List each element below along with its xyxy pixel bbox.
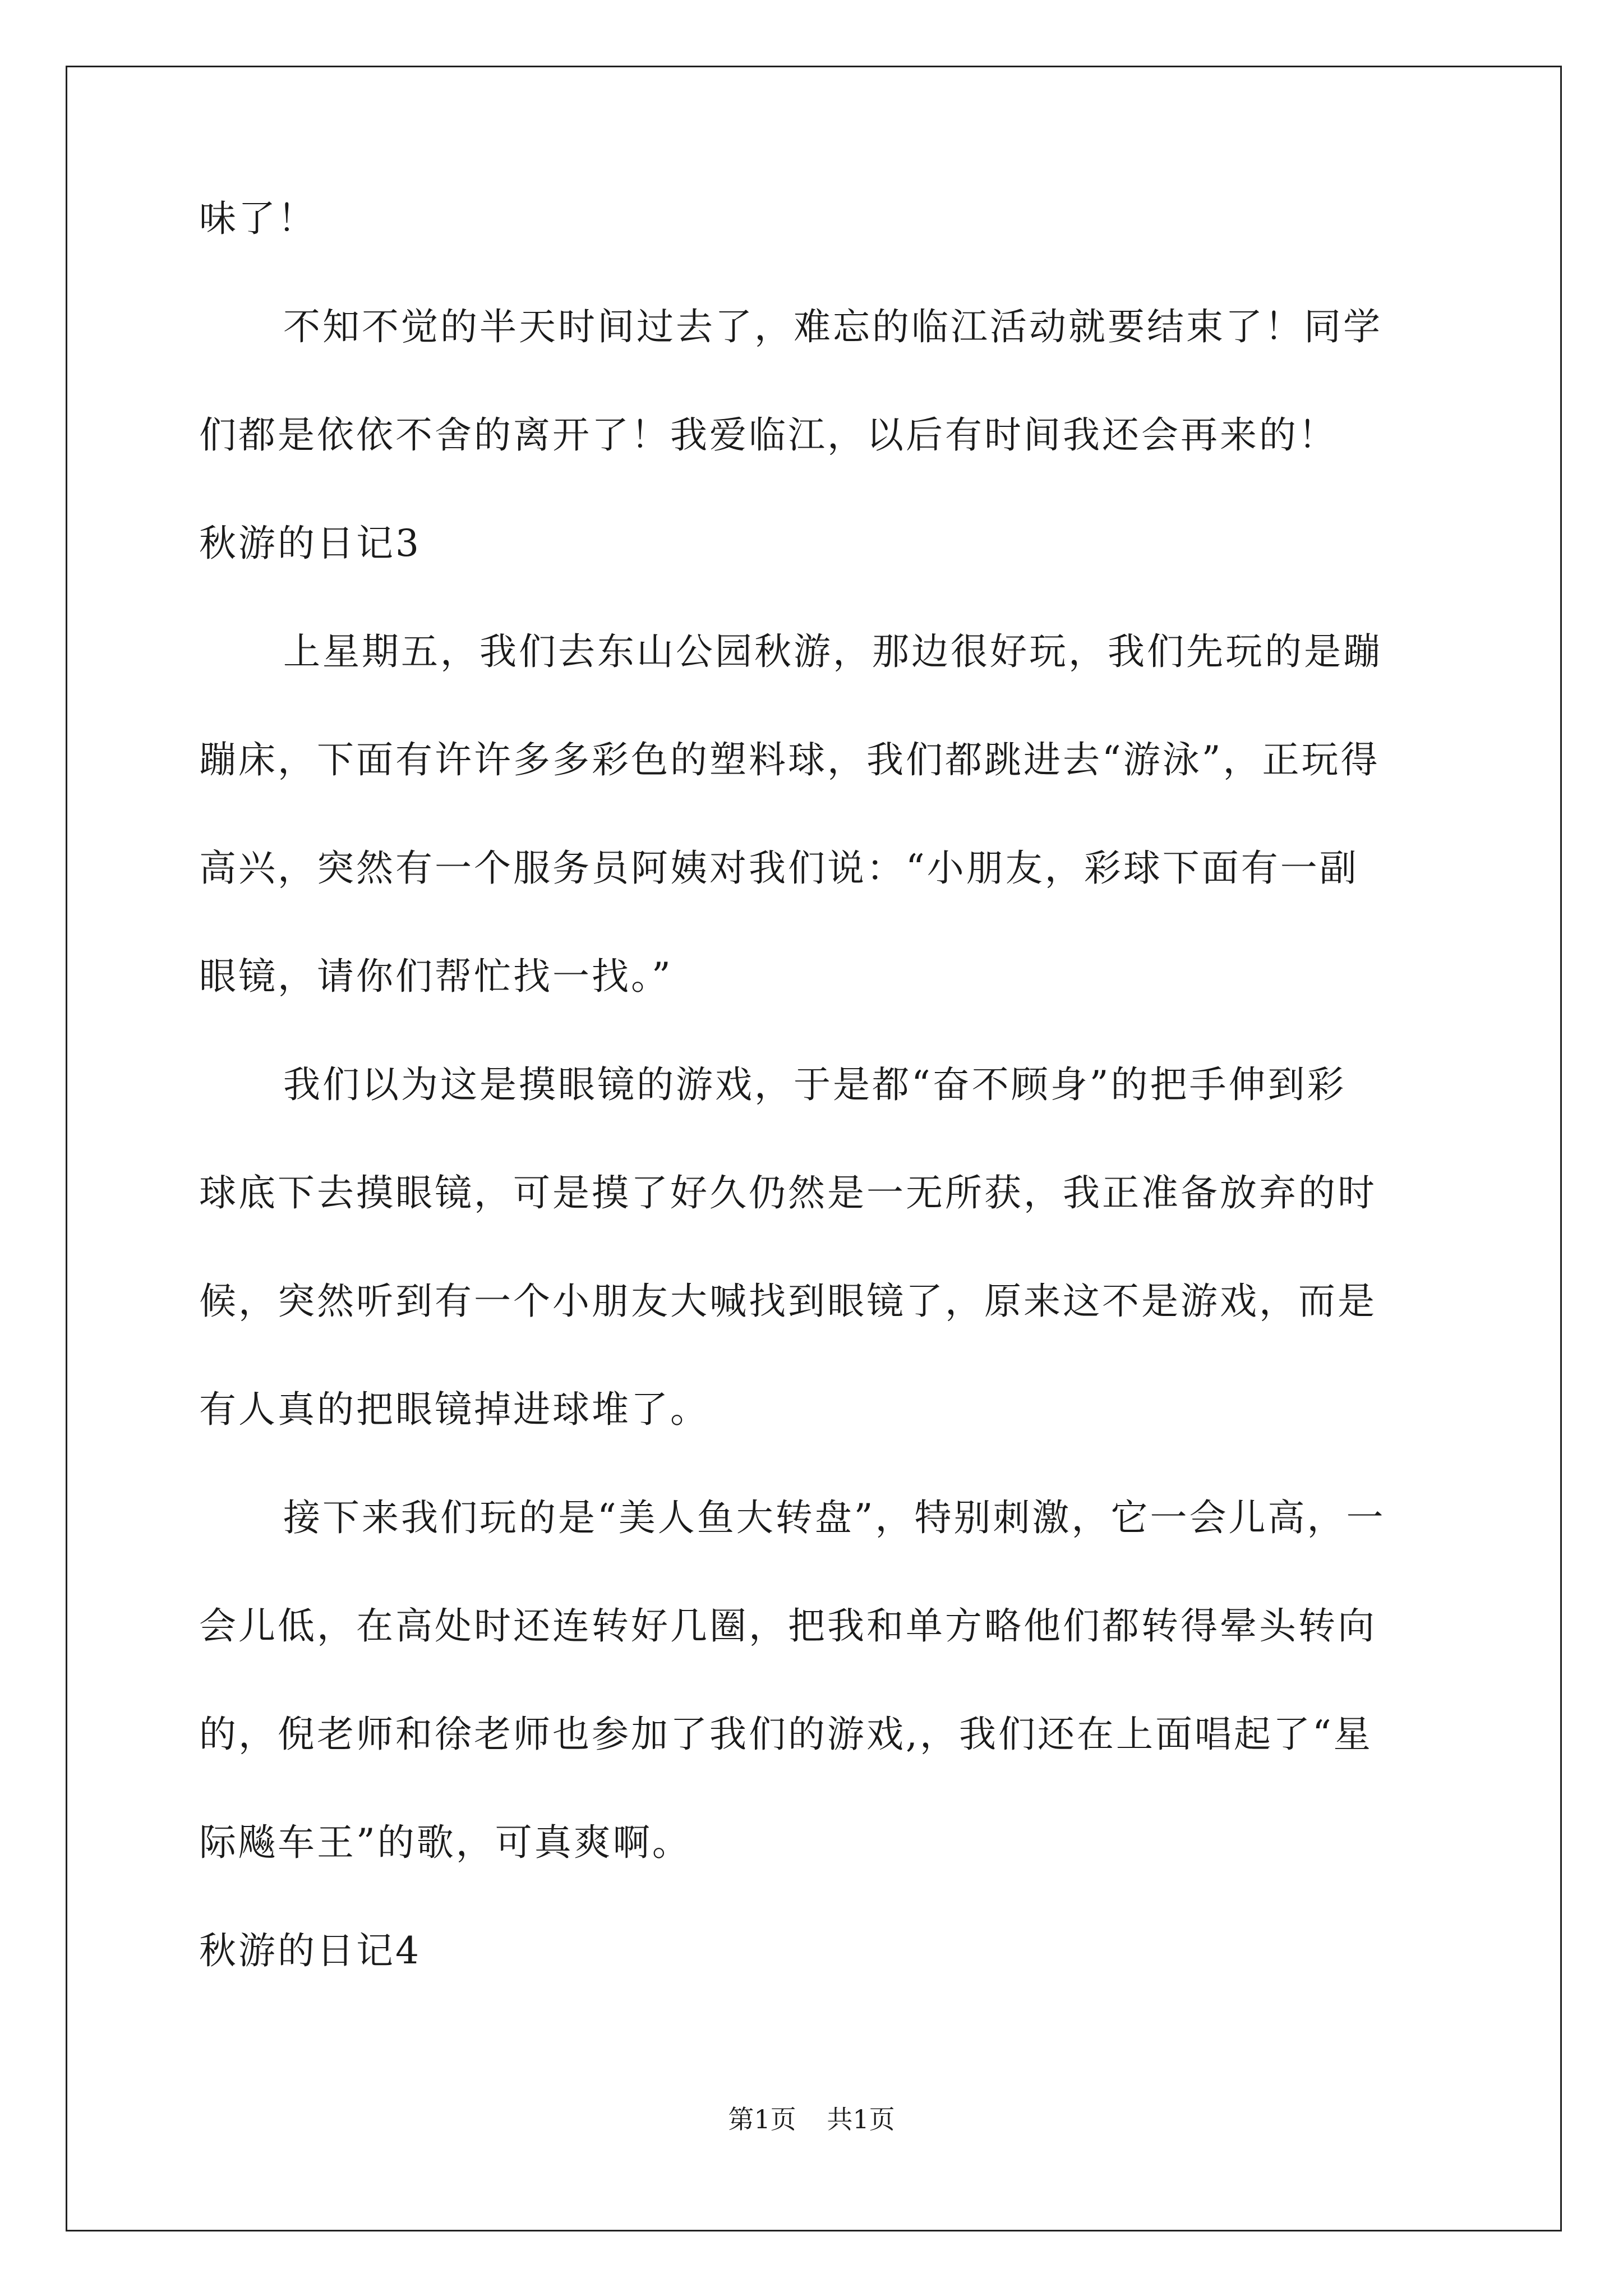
paragraph-line: 候，突然听到有一个小朋友大喊找到眼镜了，原来这不是游戏，而是 [199, 1280, 1377, 1323]
section-heading: 秋游的日记4 [199, 1929, 421, 1972]
paragraph-line: 我们以为这是摸眼镜的游戏，于是都“奋不顾身”的把手伸到彩 [283, 1063, 1347, 1106]
paragraph-line: 蹦床，下面有许许多多彩色的塑料球，我们都跳进去“游泳”，正玩得 [199, 738, 1380, 781]
paragraph-line: 上星期五，我们去东山公园秋游，那边很好玩，我们先玩的是蹦 [283, 630, 1382, 673]
page-footer [0, 2102, 1623, 2136]
paragraph-line: 们都是依依不舍的离开了！我爱临江，以后有时间我还会再来的！ [199, 413, 1338, 457]
paragraph-line: 会儿低，在高处时还连转好几圈，把我和单方略他们都转得晕头转向 [199, 1604, 1377, 1648]
paragraph-line: 不知不觉的半天时间过去了，难忘的临江活动就要结束了！同学 [283, 305, 1382, 348]
paragraph-line: 味了！ [199, 197, 317, 240]
paragraph-line: 眼镜，请你们帮忙找一找。” [199, 955, 673, 998]
page-number: 第1页 [728, 2104, 796, 2134]
paragraph-line: 的，倪老师和徐老师也参加了我们的游戏,，我们还在上面唱起了“星 [199, 1713, 1373, 1756]
paragraph-line: 有人真的把眼镜掉进球堆了。 [199, 1388, 709, 1431]
paragraph-line: 接下来我们玩的是“美人鱼大转盘”，特别刺激，它一会儿高，一 [283, 1496, 1386, 1539]
section-heading: 秋游的日记3 [199, 522, 421, 565]
paragraph-line: 球底下去摸眼镜，可是摸了好久仍然是一无所获，我正准备放弃的时 [199, 1171, 1377, 1214]
paragraph-line: 高兴，突然有一个服务员阿姨对我们说：“小朋友，彩球下面有一副 [199, 846, 1359, 890]
paragraph-line: 际飚车王”的歌，可真爽啊。 [199, 1821, 691, 1864]
document-body [199, 191, 1427, 1979]
page-total: 共1页 [827, 2104, 895, 2134]
